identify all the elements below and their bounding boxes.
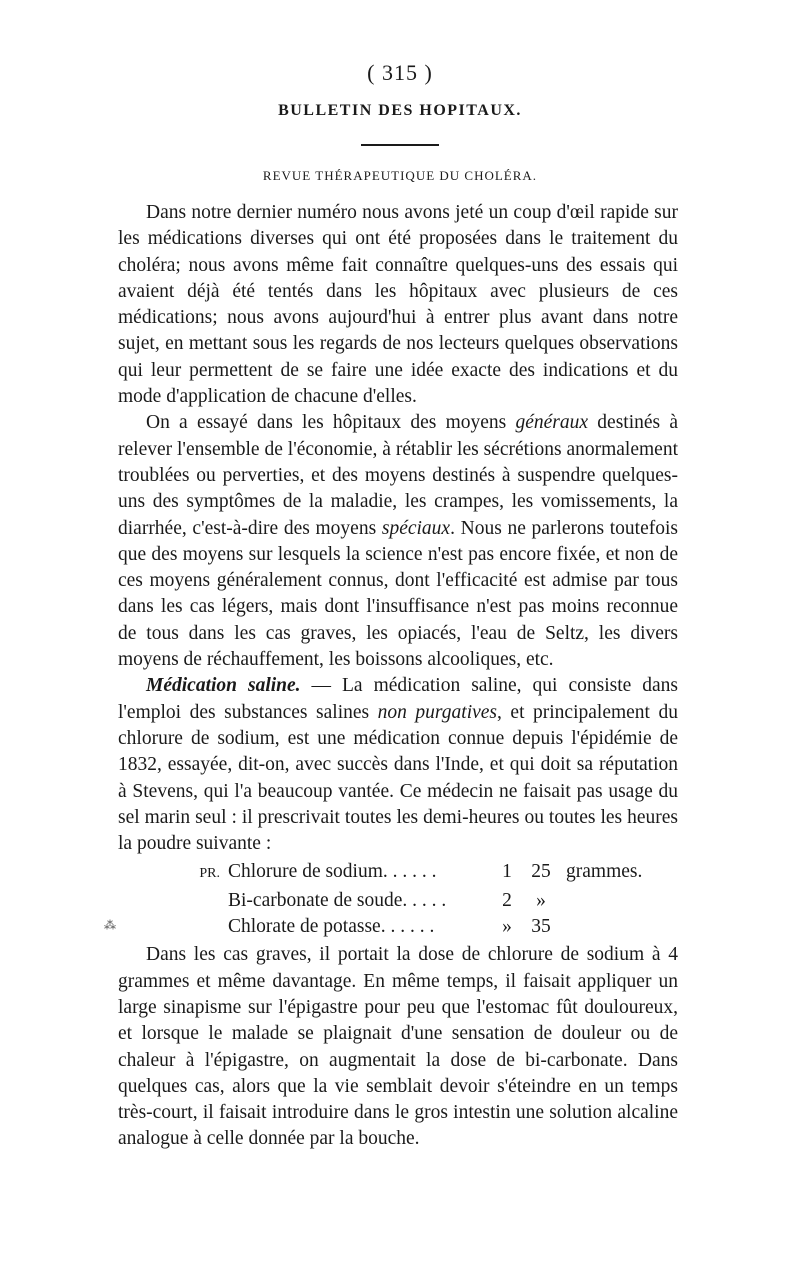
run-in-heading: Médication saline. <box>146 675 301 697</box>
paragraph-means: On a essayé dans les hôpitaux des moyens généraux destinés à relever l'ensemble de l'économie, à rétablir les sécrétions anormalement troublées ou perverties, et des moyens destinés à suspendre quelques-uns des symptômes de la maladie, les crampes, les vomissements, la diarrhée, c'est-à-dire des moyens spéciaux. Nous ne parlerons toutefois que des moyens sur lesquels la science n'est pas encore fixée, et non de ces moyens généralement connus, dont l'efficacité est admise par tous dans les cas légers, mais dont l'insuffisance n'est pas moins reconnue de tous dans les cas graves, les opiacés, l'eau de Seltz, les divers moyens de réchauffement, les boissons alcooliques, etc. <box>118 412 678 671</box>
ingredient-name: Chlorate de potasse. . . . . . <box>228 916 435 938</box>
paragraph-saline: Médication saline. — La médication saline, qui consiste dans l'emploi des substances salines non purgatives, et principalement du chlorure de sodium, est une médication connue depuis l'épidémie de 1832, essayée, dit-on, avec succès dans l'Inde, et qui doit sa réputation à Stevens, qui l'a beaucoup vantée. Ce médecin ne faisait pas usage du sel marin seul : il prescrivait toutes les demi-heures ou toutes les heures la poudre suivante : <box>118 675 679 855</box>
journal-title: BULLETIN DES HOPITAUX. <box>278 102 522 119</box>
ingredient-quantity: 1 <box>502 861 512 883</box>
ingredient-quantity: 2 <box>502 889 512 911</box>
paragraph-severe-cases: Dans les cas graves, il portait la dose de chlorure de sodium à 4 grammes et même davantage. En même temps, il faisait appliquer un large sinapisme sur l'épigastre pour peu que l'estomac fût douloureux, et lorsque le malade se plaignait d'une sensation de douleur ou de chaleur à l'épigastre, on augmentait la dose de bi-carbonate. Dans quelques cas, alors que la vie semblait devoir s'éteindre en un temps très-court, il faisait introduire dans le gros intestin une solution alcaline analogue à celle donnée par la bouche. <box>118 944 678 1150</box>
margin-mark: ⁂ <box>104 918 116 932</box>
emphasis-generaux: généraux <box>515 412 589 434</box>
prescription-row <box>118 888 642 914</box>
ingredient-name: Chlorure de sodium. . . . . . <box>228 861 437 883</box>
ingredient-quantity: » <box>502 916 512 938</box>
prescription-marker <box>118 888 228 914</box>
emphasis-non-purgatives: non purgatives <box>377 701 498 723</box>
prescription-row <box>118 914 642 940</box>
ingredient-unit <box>558 888 642 914</box>
emphasis-speciaux: spéciaux <box>381 517 451 539</box>
prescription-marker <box>118 914 228 940</box>
paragraph-intro: Dans notre dernier numéro nous avons jeté un coup d'œil rapide sur les médications diverses qui ont été proposées dans le traitement du choléra; nous avons même fait connaître quelques-uns des essais qui avaient déjà été tentés dans les hôpitaux avec plusieurs de ces médications; nous avons aujourd'hui à entrer plus avant dans notre sujet, en mettant sous les regards de nos lecteurs quelques observations qui leur permettent de se faire une idée exacte des indications et du mode d'application de chacune d'elles. <box>118 202 678 408</box>
article-body <box>118 200 678 1153</box>
title-rule <box>361 144 439 146</box>
ingredient-amount: 35 <box>531 916 551 938</box>
ingredient-name: Bi-carbonate de soude. . . . . <box>228 889 447 911</box>
page-number: ( 315 ) <box>367 60 433 85</box>
ingredient-amount: 25 <box>531 861 551 883</box>
prescription-row <box>118 859 642 887</box>
prescription-table <box>118 859 642 940</box>
prescription-marker: PR. <box>199 866 220 882</box>
ingredient-unit <box>558 914 642 940</box>
ingredient-unit: grammes. <box>566 861 643 883</box>
ingredient-amount: » <box>536 889 546 911</box>
section-heading: REVUE THÉRAPEUTIQUE DU CHOLÉRA. <box>262 168 538 183</box>
